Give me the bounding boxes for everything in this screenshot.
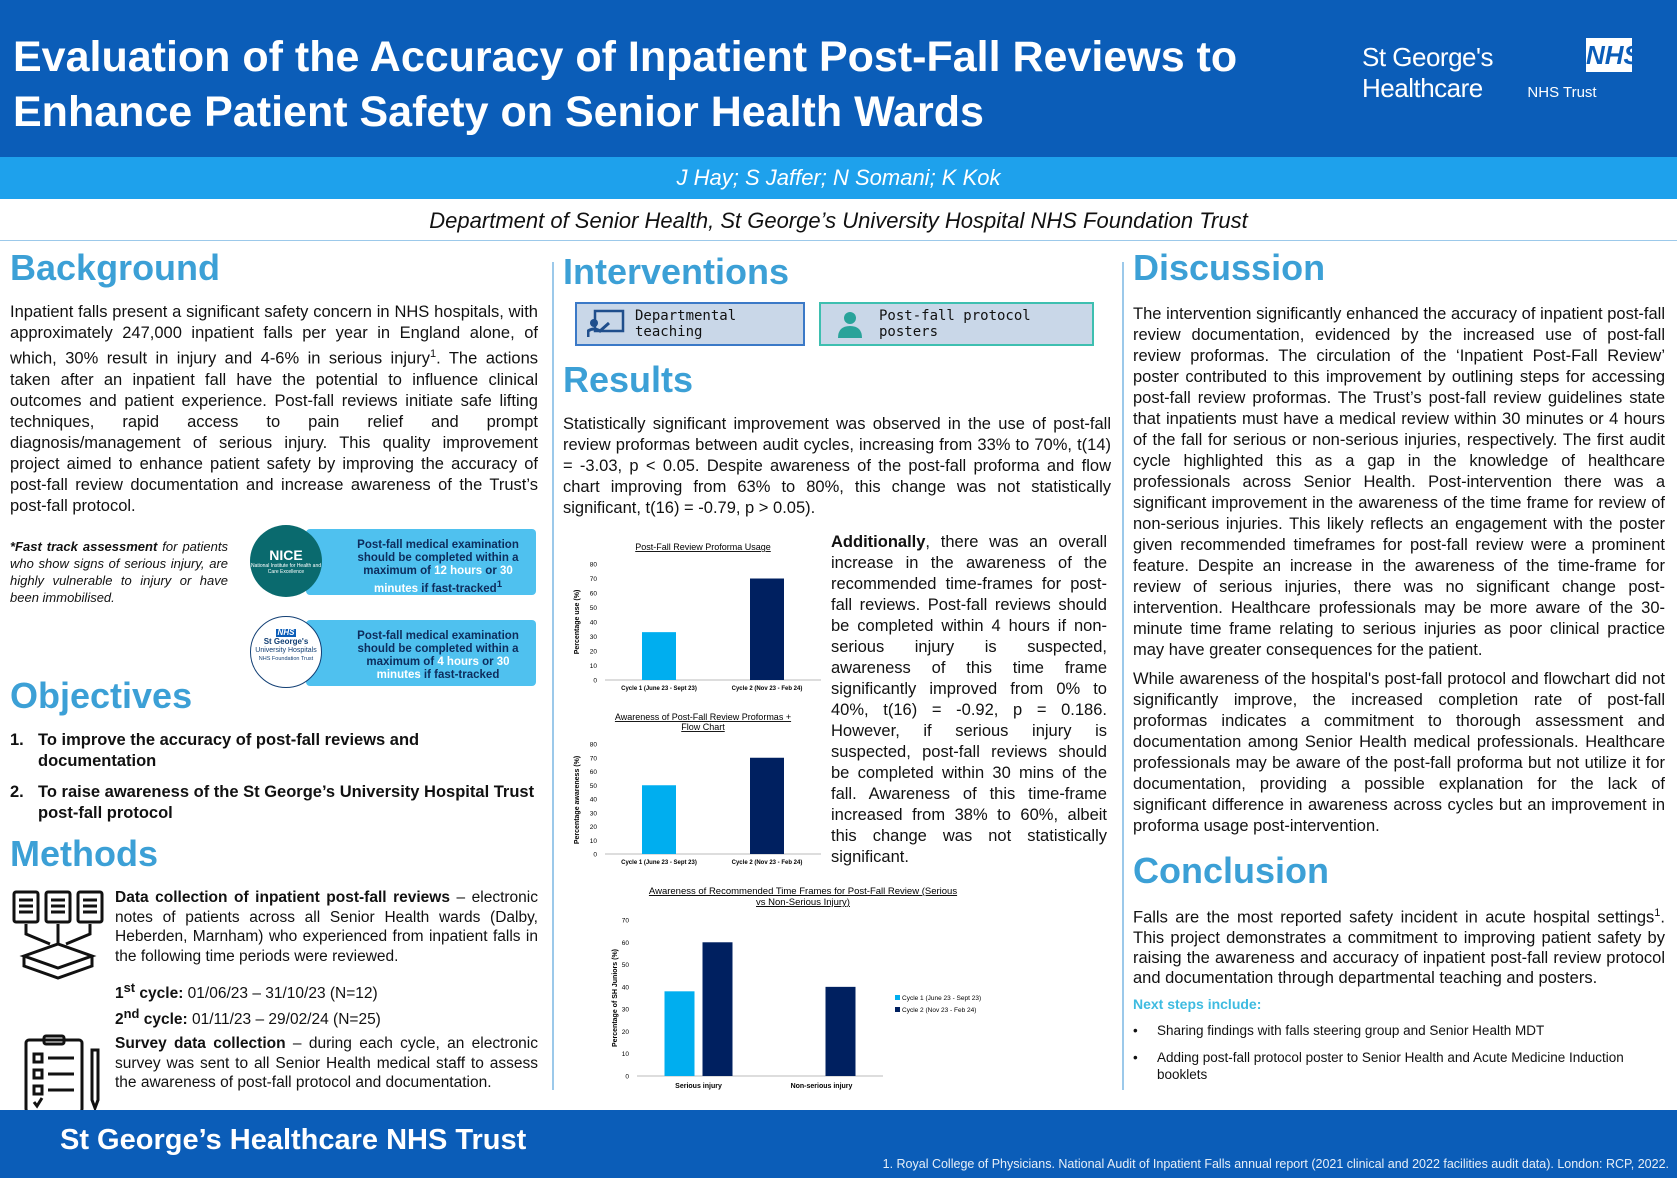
sg-text-a: Post-fall medical examination should be completed within a maximum of xyxy=(357,630,519,668)
cycle-periods xyxy=(115,978,538,1029)
cycle-2-period xyxy=(115,1004,538,1030)
y-tick-label: 0 xyxy=(593,677,597,685)
background-ref-sup: 1 xyxy=(429,348,437,360)
nice-highlight-minutes: 30 minutes xyxy=(373,565,513,595)
legend-swatch xyxy=(895,995,900,1000)
y-tick-label: 50 xyxy=(589,782,597,790)
proforma-awareness-chart xyxy=(569,708,827,868)
x-tick-label: Cycle 1 (June 23 - Sept 23) xyxy=(621,686,697,692)
y-tick-label: 70 xyxy=(621,917,629,925)
nice-guideline-text xyxy=(306,529,536,595)
poster-person-icon xyxy=(831,309,869,339)
bar xyxy=(665,991,695,1076)
y-tick-label: 40 xyxy=(589,619,597,627)
y-tick-label: 50 xyxy=(589,605,597,612)
discussion-paragraph-2: While awareness of the hospital's post-fall protocol and flowchart did not significantly improve, the increased completion rate of post-fall proformas indicates a commitment to thorough assessment and documentation among Senior Health medical professionals. Healthcare professionals may be aware of the post-fall proforma but not utilize it for documentation, providing a possible explanation for the lack of significant difference in awareness across cycles but an improvement in proforma usage post-intervention. xyxy=(1133,670,1665,835)
cycle-1-label: cycle: xyxy=(135,985,184,1003)
nice-logo xyxy=(250,525,322,597)
cycle-2-num: 2 xyxy=(115,1010,124,1028)
nhs-trust-logo xyxy=(1362,30,1641,110)
sg-logo-nhs-tag: NHS xyxy=(277,628,295,637)
column-divider-left xyxy=(552,262,554,1090)
y-tick-label: 30 xyxy=(621,1006,629,1014)
y-tick-label: 30 xyxy=(589,634,597,641)
bar xyxy=(750,579,784,681)
next-steps-title: Next steps include: xyxy=(1133,995,1262,1012)
y-tick-label: 60 xyxy=(589,769,597,776)
header-divider xyxy=(0,240,1677,241)
footer-reference: 1. Royal College of Physicians. National Audit of Inpatient Falls annual report (2021 clinical and 2022 facilities audit data). London: RCP, 2022. xyxy=(882,1157,1669,1171)
next-step-item: • Adding post-fall protocol poster to Senior Health and Acute Medicine Induction booklets xyxy=(1133,1049,1665,1083)
sg-highlight-minutes: 30 minutes xyxy=(376,656,510,681)
teaching-icon xyxy=(587,309,625,339)
cycle-2-label: cycle: xyxy=(139,1010,188,1028)
chart-title-line: vs Non-Serious Injury) xyxy=(756,897,850,908)
bar xyxy=(642,632,676,680)
x-tick-label: Cycle 1 (June 23 - Sept 23) xyxy=(621,860,697,866)
y-tick-label: 60 xyxy=(621,939,629,947)
nice-text-b: or xyxy=(482,565,500,577)
logo-subtitle: NHS Trust xyxy=(1527,84,1597,101)
nice-highlight-hours: 12 hours xyxy=(434,565,483,577)
chart-title: Post-Fall Review Proforma Usage xyxy=(635,542,771,552)
sg-text-c: if fast-tracked xyxy=(420,669,500,681)
objective-number: 2. xyxy=(10,783,24,801)
objectives-title: Objectives xyxy=(10,675,193,716)
legend-swatch xyxy=(895,1007,900,1012)
nice-text-a: Post-fall medical examination should be completed within a maximum of xyxy=(357,539,519,577)
y-tick-label: 0 xyxy=(593,851,597,859)
survey-rest: – during each cycle, an electronic survey was sent to all Senior Health medical staff to assess the awareness of post-fall protocol and documentation. xyxy=(115,1035,538,1091)
objective-number: 1. xyxy=(10,731,24,749)
time-frames-awareness-chart xyxy=(603,882,1043,1094)
results-text: Statistically significant improvement was observed in the use of post-fall review proformas between audit cycles, increasing from 33% to 70%, t(14) = -3.03, p < 0.05. Despite awareness of the post-fall proforma and flow chart improving from 63% to 80%, this change was not statistically significant, t(16) = -0.79, p > 0.05). xyxy=(563,415,1111,517)
interventions-title: Interventions xyxy=(563,251,790,292)
nice-logo-subtext: National Institute for Health and Care Excellence xyxy=(250,563,322,575)
conclusion-title: Conclusion xyxy=(1133,850,1329,891)
chart-ylabel: Percentage use (%) xyxy=(574,589,581,655)
objectives-list xyxy=(10,730,538,824)
data-collection-rest: – electronic notes of patients across all Senior Health wards (Dalby, Heberden, Marnham) who experienced from inpatient falls in the following time periods were reviewed. xyxy=(115,889,538,965)
conclusion-text-b: . This project demonstrates a commitment to improving patient safety by raising the awareness and accuracy of inpatient post-fall review protocol and documentation through departmental teaching and posters. xyxy=(1133,908,1665,987)
y-tick-label: 60 xyxy=(589,590,597,598)
chart-title-line: Awareness of Recommended Time Frames for Post-Fall Review (Serious xyxy=(648,886,958,897)
y-tick-label: 70 xyxy=(589,755,597,763)
intervention-label: Post-fall protocol posters xyxy=(879,308,1031,340)
documents-stack-icon xyxy=(10,888,106,984)
objective-item xyxy=(10,730,538,772)
bar xyxy=(703,942,733,1076)
results-side-text xyxy=(831,532,1107,868)
y-tick-label: 20 xyxy=(621,1028,629,1036)
column-middle xyxy=(563,248,1111,1098)
sg-text-b: or xyxy=(478,656,497,668)
poster-title: Evaluation of the Accuracy of Inpatient Post-Fall Reviews to Enhance Patient Safety on Senior Health Wards xyxy=(13,33,1238,136)
objective-text: To improve the accuracy of post-fall reviews and documentation xyxy=(38,731,420,770)
sg-logo-trust: NHS Foundation Trust xyxy=(258,656,314,662)
nice-ref-sup: 1 xyxy=(496,579,503,590)
chart-ylabel: Percentage of SH Juniors (%) xyxy=(612,948,619,1048)
survey-lead: Survey data collection xyxy=(115,1035,286,1052)
results-side-rest: , there was an overall increase in the awareness of the recommended time-frames for post-fall reviews. Post-fall reviews should be completed within 4 hours if non-serious injury is suspected, awareness of this time frame significantly improved from 0% to 40%, t(16) = -0.92, p = 0.186. However, if serious injury is suspected, post-fall reviews should be completed within 30 mins of the fall. Awareness of this time-frame increased from 38% to 60%, albeit this change was not statistically significant. xyxy=(831,533,1107,866)
proforma-usage-chart xyxy=(569,536,827,694)
footer-org-name: St George’s Healthcare NHS Trust xyxy=(60,1124,527,1156)
intervention-teaching xyxy=(575,302,805,346)
y-tick-label: 10 xyxy=(589,663,597,670)
department: Department of Senior Health, St George’s University Hospital NHS Foundation Trust xyxy=(429,208,1248,233)
nhs-logo-badge: NHS xyxy=(1586,40,1641,70)
bar xyxy=(826,987,856,1076)
nice-text-c: if fast-tracked xyxy=(418,582,497,595)
legend-label: Cycle 1 (June 23 - Sept 23) xyxy=(902,995,982,1002)
cycle-1-period xyxy=(115,978,538,1004)
data-collection-text xyxy=(115,888,538,966)
objectives-section xyxy=(10,676,538,834)
authors: J Hay; S Jaffer; N Somani; K Kok xyxy=(0,157,1677,199)
sg-highlight-hours: 4 hours xyxy=(437,656,479,668)
discussion-title: Discussion xyxy=(1133,247,1326,288)
conclusion-text xyxy=(1133,903,1665,988)
chart-title-line: Awareness of Post-Fall Review Proformas + xyxy=(614,712,792,722)
column-right xyxy=(1133,248,1665,1093)
sg-logo-name: St George's xyxy=(263,637,309,646)
column-divider-right xyxy=(1122,262,1124,1090)
legend-label: Cycle 2 (Nov 23 - Feb 24) xyxy=(902,1007,977,1014)
x-tick-label: Non-serious injury xyxy=(790,1083,853,1090)
next-steps-list xyxy=(1133,1022,1665,1083)
fast-track-rest: for patients who show signs of serious injury, are highly vulnerable to injury or have been immobilised. xyxy=(10,539,228,605)
y-tick-label: 10 xyxy=(621,1051,629,1059)
nice-logo-text: NICE xyxy=(269,547,303,563)
conclusion-text-a: Falls are the most reported safety incident in acute hospital settings xyxy=(1133,908,1655,927)
background-text-b: . The actions taken after an inpatient fall have the potential to influence clinical outcomes and patient experience. Post-fall reviews initiate safe lifting techniques, rapid access to pain relief and prompt diagnosis/management of serious injury. This quality improvement project aimed to enhance patient safety by improving the accuracy of post-fall review documentation and increase awareness of the Trust’s post-fall protocol. xyxy=(10,349,538,515)
objective-item xyxy=(10,782,538,824)
methods-section xyxy=(10,834,538,1094)
data-collection-lead: Data collection of inpatient post-fall reviews xyxy=(115,889,450,906)
y-tick-label: 0 xyxy=(625,1073,629,1081)
objective-text: To raise awareness of the St George’s University Hospital Trust post-fall protocol xyxy=(38,783,535,822)
poster-header xyxy=(0,0,1677,157)
fast-track-lead: *Fast track assessment xyxy=(10,539,158,554)
background-text xyxy=(10,302,538,517)
background-text-a: Inpatient falls present a significant safety concern in NHS hospitals, with approximately 247,000 inpatient falls per year in England alone, of which, 30% result in injury and 4-6% in serious injury xyxy=(10,303,538,368)
chart-title-line: Flow Chart xyxy=(681,722,725,732)
x-tick-label: Serious injury xyxy=(675,1083,722,1090)
next-step-item: • Sharing findings with falls steering group and Senior Health MDT xyxy=(1133,1022,1665,1039)
y-tick-label: 80 xyxy=(589,561,597,569)
discussion-paragraph-1: The intervention significantly enhanced the accuracy of inpatient post-fall review documentation, evidenced by the increased use of post-fall review proformas. The circulation of the ‘Inpatient Post-Fall Review’ poster contributed to this improvement by outlining steps for accessing post-fall review proformas. The Trust’s post-fall review guidelines state that inpatients must have a medical review within 30 minutes or 4 hours of the fall for serious or non-serious injuries, respectively. The first audit cycle highlighted this as a gap in the knowledge of healthcare professionals across Senior Health. Post-intervention there was a significant improvement in the awareness of the time frame for review of non-serious injuries. This likely reflects an engagement with the poster given recommended timeframes for post-fall review were a prominent feature. Despite an increase in the awareness of the time-frame for review of serious injuries, there was no significant change post-intervention. Healthcare professionals may be more aware of the 30-minute time frame relating to serious injuries as poor clinical practice may have greater consequences for the patient. xyxy=(1133,305,1665,659)
x-tick-label: Cycle 2 (Nov 23 - Feb 24) xyxy=(731,686,803,692)
bar xyxy=(642,785,676,854)
intervention-label: Departmental teaching xyxy=(635,308,737,340)
results-title: Results xyxy=(563,359,694,400)
y-tick-label: 20 xyxy=(589,824,597,831)
background-title: Background xyxy=(10,247,221,288)
nice-guideline-box xyxy=(248,525,540,600)
cycle-2-value: 01/11/23 – 29/02/24 (N=25) xyxy=(187,1010,381,1028)
y-tick-label: 80 xyxy=(589,741,597,749)
cycle-1-num: 1 xyxy=(115,985,124,1003)
logo-org-name: St George's Healthcare xyxy=(1362,42,1493,103)
fast-track-note xyxy=(10,538,228,606)
y-tick-label: 20 xyxy=(589,648,597,656)
x-tick-label: Cycle 2 (Nov 23 - Feb 24) xyxy=(731,860,803,866)
conclusion-ref-sup: 1 xyxy=(1654,907,1661,919)
y-tick-label: 10 xyxy=(589,837,597,845)
cycle-2-sup: nd xyxy=(123,1005,140,1021)
y-tick-label: 50 xyxy=(621,962,629,970)
poster-footer xyxy=(0,1110,1677,1178)
y-tick-label: 40 xyxy=(621,984,629,992)
chart-ylabel: Percentage awareness (%) xyxy=(574,755,581,845)
sg-logo-sub: University Hospitals xyxy=(255,647,317,654)
results-side-lead: Additionally xyxy=(831,533,926,551)
cycle-1-value: 01/06/23 – 31/10/23 (N=12) xyxy=(183,985,378,1003)
column-left xyxy=(10,247,538,1091)
bar xyxy=(750,758,784,854)
intervention-posters xyxy=(819,302,1094,346)
survey-clipboard-icon xyxy=(22,1034,104,1116)
survey-text xyxy=(115,1034,538,1093)
y-tick-label: 40 xyxy=(589,796,597,804)
y-tick-label: 30 xyxy=(589,810,597,818)
cycle-1-sup: st xyxy=(123,980,136,995)
methods-title: Methods xyxy=(10,833,158,874)
y-tick-label: 70 xyxy=(589,576,597,583)
